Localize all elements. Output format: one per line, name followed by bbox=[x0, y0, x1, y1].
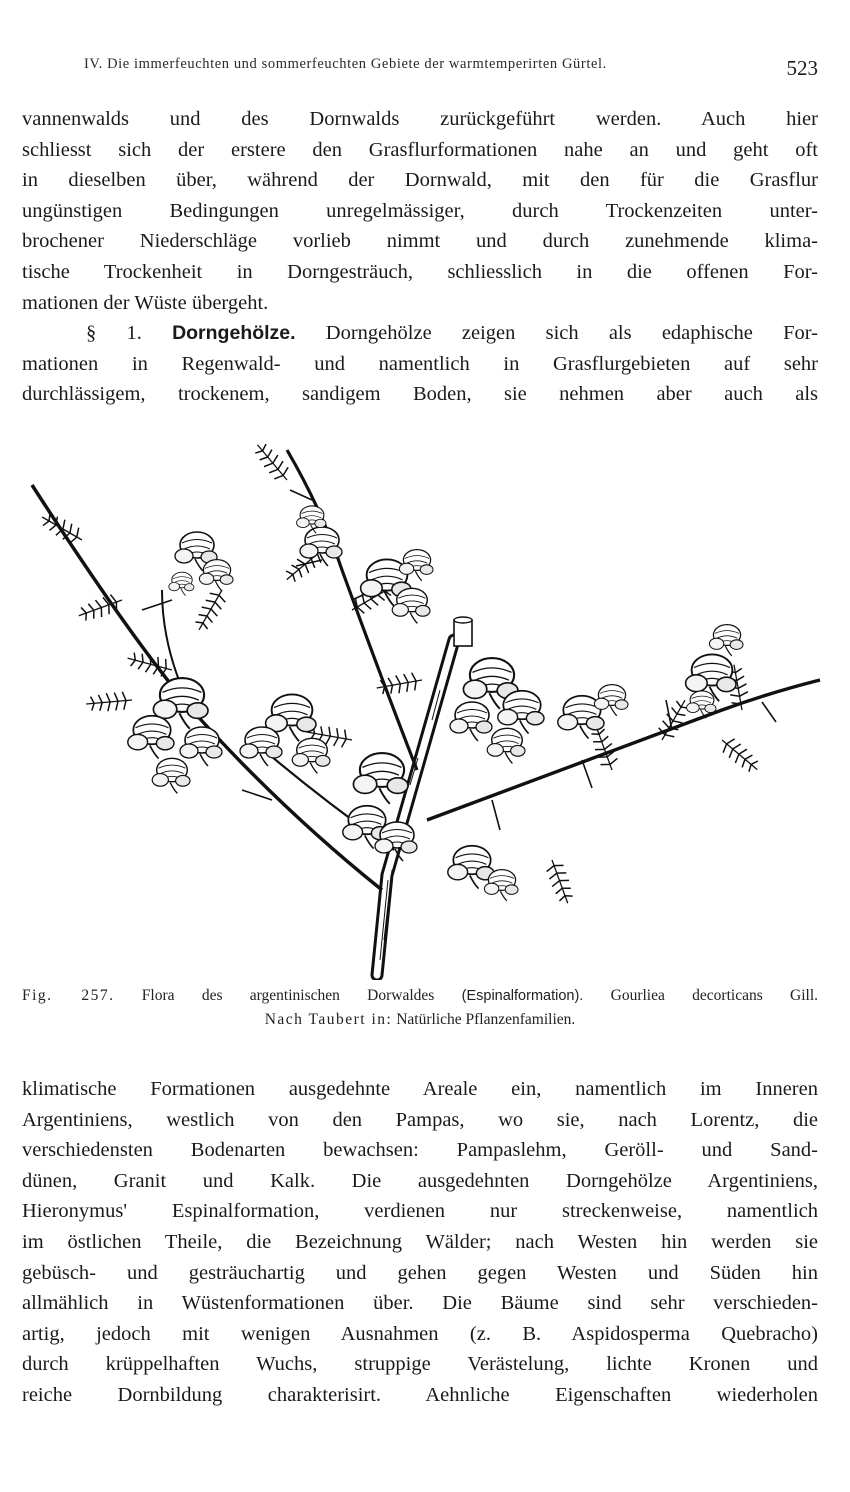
text-line: artig, jedoch mit wenigen Ausnahmen (z. B. Aspidosperma Quebracho) bbox=[22, 1322, 818, 1345]
caption-title: Flora des argentinischen Dorwaldes bbox=[141, 987, 435, 1004]
paragraph-top bbox=[22, 104, 818, 410]
text-line: Hieronymus' Espinalformation, verdienen nur streckenweise, namentlich bbox=[22, 1200, 818, 1223]
text-line: tische Trockenheit in Dorngesträuch, schliesslich in die offenen For- bbox=[22, 260, 818, 283]
figure-illustration bbox=[22, 440, 822, 980]
text-line: in dieselben über, während der Dornwald, mit den für die Grasflur bbox=[22, 169, 818, 192]
caption-line-2 bbox=[22, 1008, 818, 1032]
caption-line-1 bbox=[22, 984, 818, 1008]
text-line: im östlichen Theile, die Bezeichnung Wälder; nach Westen hin werden sie bbox=[22, 1230, 818, 1253]
text-line: reiche Dornbildung charakterisirt. Aehnliche Eigenschaften wiederholen bbox=[22, 1383, 818, 1406]
text-line: schliesst sich der erstere den Grasflurformationen nahe an und geht oft bbox=[22, 138, 818, 161]
caption-source-prefix: Nach Taubert in: bbox=[264, 1011, 393, 1028]
text-line: durchlässigem, trockenem, sandigem Boden, sie nehmen aber auch als bbox=[22, 383, 818, 406]
page-header bbox=[20, 50, 830, 90]
paragraph-bottom bbox=[22, 1074, 818, 1411]
text-line: vannenwalds und des Dornwalds zurückgeführt werden. Auch hier bbox=[22, 108, 818, 130]
text-line: mationen in Regenwald- und namentlich in Grasflurgebieten auf sehr bbox=[22, 352, 818, 375]
caption-species: Gourliea decorticans Gill. bbox=[610, 987, 819, 1004]
figure-caption bbox=[22, 984, 818, 1032]
text-line: verschiedensten Bodenarten bewachsen: Pampaslehm, Geröll- und Sand- bbox=[22, 1139, 818, 1162]
text-line: brochener Niederschläge vorlieb nimmt und durch zunehmende klima- bbox=[22, 230, 818, 253]
text-line: durch krüppelhaften Wuchs, struppige Verästelung, lichte Kronen und bbox=[22, 1353, 818, 1376]
text-line: Argentiniens, westlich von den Pampas, wo sie, nach Lorentz, die bbox=[22, 1108, 818, 1131]
section-mark: § 1. bbox=[86, 322, 142, 345]
text-line: klimatische Formationen ausgedehnte Areale ein, namentlich im Inneren bbox=[22, 1078, 818, 1100]
running-head: IV. Die immerfeuchten und sommerfeuchten Gebiete der warmtemperirten Gürtel. bbox=[84, 56, 607, 72]
text-line: allmählich in Wüstenformationen über. Die Bäume sind sehr verschieden- bbox=[22, 1292, 818, 1315]
text-line: mationen der Wüste übergeht. bbox=[22, 291, 269, 314]
text-line: ungünstigen Bedingungen unregelmässiger, durch Trockenzeiten unter- bbox=[22, 199, 818, 222]
page-number: 523 bbox=[786, 56, 818, 80]
section-heading: Dorngehölze. bbox=[172, 322, 296, 345]
section-first-line bbox=[22, 318, 818, 349]
text-line: dünen, Granit und Kalk. Die ausgedehnten Dorngehölze Argentiniens, bbox=[22, 1169, 818, 1192]
text-line: gebüsch- und gesträuchartig und gehen gegen Westen und Süden hin bbox=[22, 1261, 818, 1284]
caption-formation: (Espinalformation). bbox=[461, 988, 584, 1004]
caption-fig-label: Fig. 257. bbox=[22, 987, 115, 1004]
caption-source-work: Natürliche Pflanzenfamilien. bbox=[396, 1011, 576, 1028]
thorny-flowering-branch-drawing bbox=[22, 440, 822, 980]
section-first-line-rest: Dorngehölze zeigen sich als edaphische For- bbox=[325, 322, 818, 345]
